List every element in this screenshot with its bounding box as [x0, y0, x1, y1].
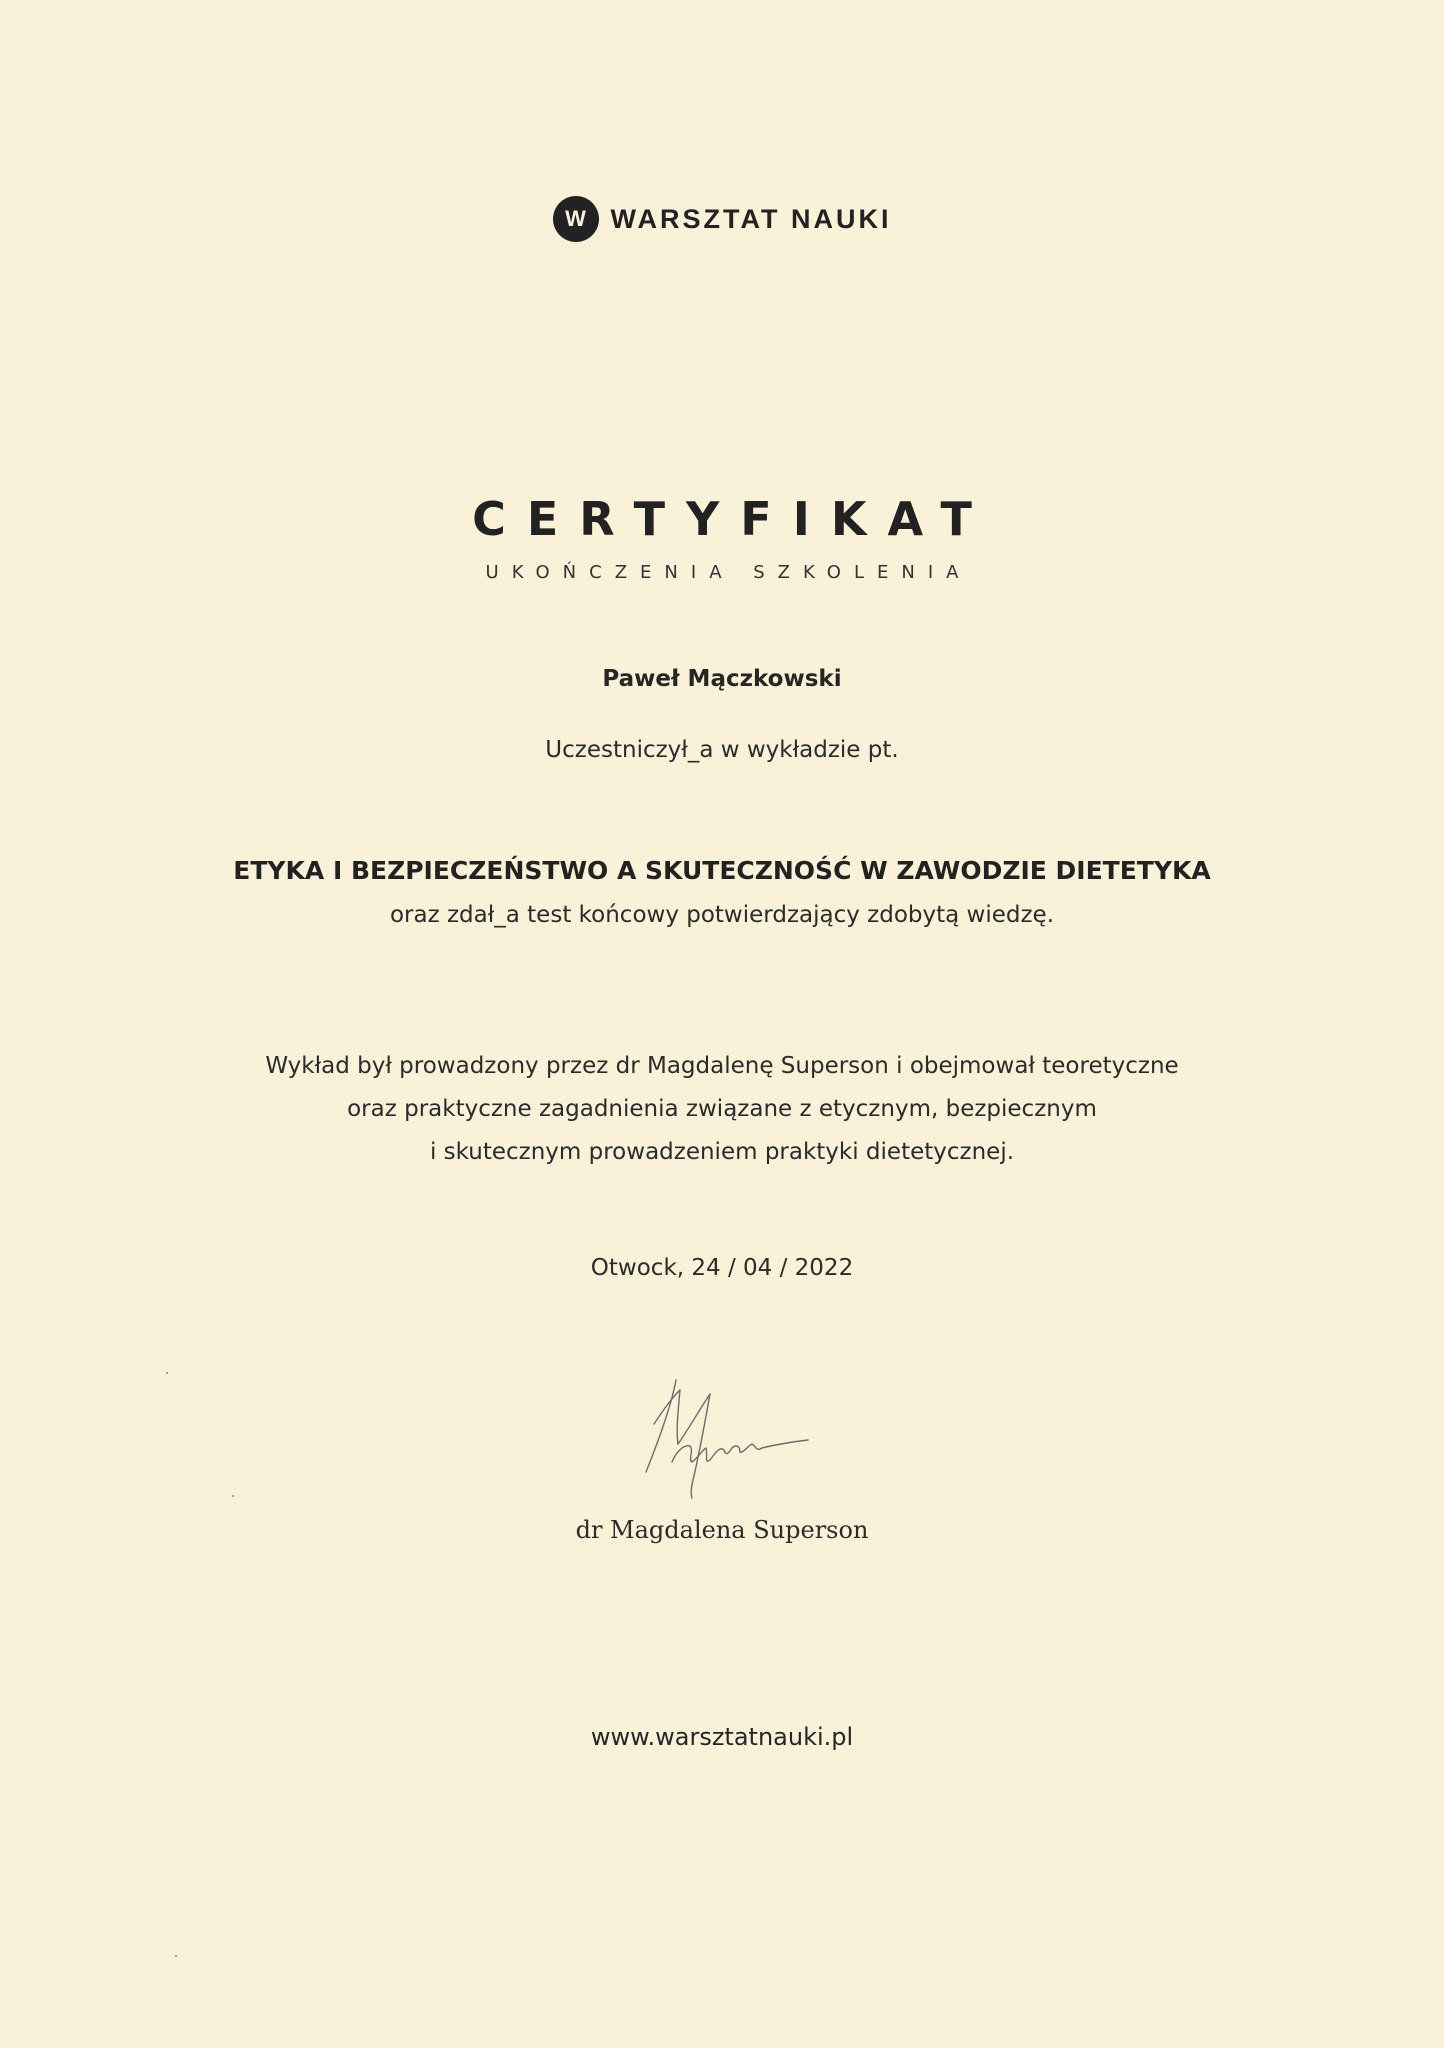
logo-w-icon: W	[553, 196, 599, 242]
participant-name: Paweł Mączkowski	[602, 666, 842, 692]
paper-speck	[175, 1955, 177, 1957]
certificate-subtitle: UKOŃCZENIA SZKOLENIA	[485, 562, 972, 583]
website-url[interactable]: www.warsztatnauki.pl	[590, 1723, 854, 1751]
course-title: ETYKA I BEZPIECZEŃSTWO A SKUTECZNOŚĆ W ZAWODZIE DIETETYKA	[233, 856, 1211, 885]
place-and-date: Otwock, 24 / 04 / 2022	[590, 1255, 854, 1281]
paper-speck	[232, 1495, 234, 1497]
description-line: oraz praktyczne zagadnienia związane z etycznym, bezpiecznym	[347, 1096, 1097, 1122]
logo-text: WARSZTAT NAUKI	[610, 203, 892, 234]
signer-name: dr Magdalena Superson	[575, 1516, 869, 1544]
brand-logo	[0, 196, 1444, 242]
passed-test-text: oraz zdał_a test końcowy potwierdzający zdobytą wiedzę.	[389, 902, 1055, 928]
description-line: Wykład był prowadzony przez dr Magdalenę Superson i obejmował teoretyczne	[265, 1053, 1179, 1079]
paper-speck	[166, 1372, 168, 1374]
participation-text: Uczestniczył_a w wykładzie pt.	[545, 737, 899, 763]
description-line: i skutecznym prowadzeniem praktyki dietetycznej.	[429, 1139, 1015, 1165]
certificate-title: CERTYFIKAT	[472, 492, 993, 546]
handwritten-signature	[632, 1372, 832, 1512]
